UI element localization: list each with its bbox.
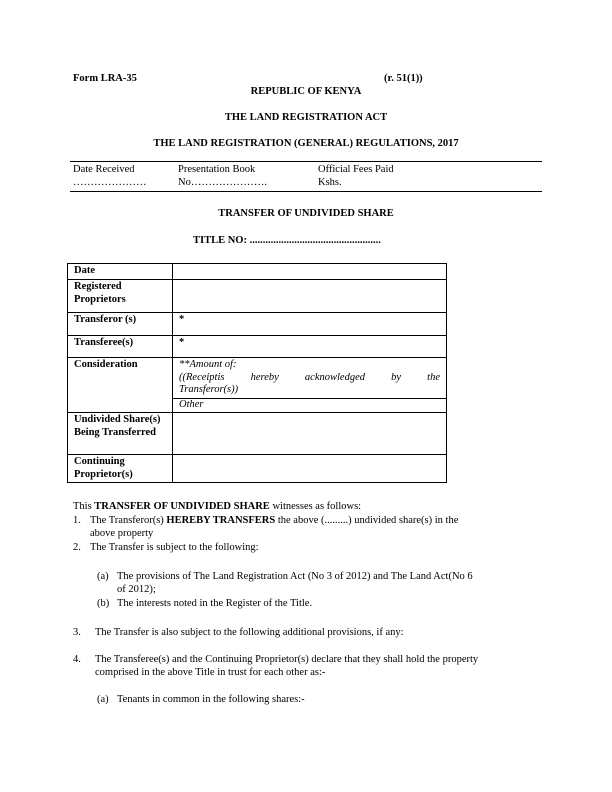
item-2-number: 2. — [73, 542, 81, 553]
intro-bold: TRANSFER OF UNDIVIDED SHARE — [94, 501, 270, 512]
receipt-line-2: Transferor(s)) — [179, 384, 239, 395]
rule-reference: (r. 51(1)) — [384, 73, 423, 84]
consideration-value — [173, 358, 447, 413]
receipt-word-2: hereby — [250, 371, 279, 383]
republic-heading: REPUBLIC OF KENYA — [250, 86, 362, 97]
item-2b-number: (b) — [97, 598, 110, 609]
date-received-label: Date Received — [73, 164, 135, 175]
table-row-transferee — [68, 336, 447, 358]
act-heading: THE LAND REGISTRATION ACT — [224, 112, 388, 123]
table-row-undivided-share — [68, 413, 447, 455]
list-item-3 — [73, 627, 543, 640]
list-item-2 — [73, 542, 543, 555]
transfer-details-table — [67, 263, 447, 483]
item-4-text — [73, 654, 543, 679]
amount-of-label: **Amount of: — [179, 359, 237, 370]
transferee-value: * — [173, 336, 447, 358]
item-2b-text: The interests noted in the Register of the Title. — [117, 598, 313, 609]
receipt-word-4: by — [391, 371, 402, 383]
list-item-2a — [97, 571, 543, 596]
list-item-4a — [97, 694, 543, 707]
consideration-amount-block — [173, 359, 446, 399]
document-title: TRANSFER OF UNDIVIDED SHARE — [218, 208, 394, 219]
title-number-label: TITLE NO — [193, 235, 244, 246]
presentation-book-field — [178, 164, 267, 189]
fees-bottom-rule — [70, 191, 542, 192]
item-4-line-1: The Transferee(s) and the Continuing Proprietor(s) declare that they shall hold the property — [95, 654, 479, 665]
continuing-proprietors-label: Continuing Proprietor(s) — [68, 455, 173, 483]
date-label: Date — [68, 264, 173, 280]
item-2a-number: (a) — [97, 571, 109, 582]
official-fees-label: Official Fees Paid — [318, 164, 394, 175]
item-3-number: 3. — [73, 627, 81, 638]
date-value — [173, 264, 447, 280]
official-fees-currency: Kshs. — [318, 176, 342, 188]
table-row-transferor — [68, 313, 447, 336]
item-1-suffix: the above (.........) undivided share(s) in the — [275, 515, 459, 526]
receipt-word-1: ((Receiptis — [179, 371, 225, 383]
item-2a-line-2: of 2012); — [117, 583, 156, 595]
list-item-2b — [97, 598, 543, 611]
item-2a-line-1: The provisions of The Land Registration Act (No 3 of 2012) and The Land Act(No 6 — [117, 571, 473, 582]
item-4-line-2: comprised in the above Title in trust for each other as:- — [95, 666, 326, 678]
transferor-value: * — [173, 313, 447, 336]
intro-prefix: This — [73, 501, 95, 512]
presentation-book-number: No…………………. — [178, 176, 267, 188]
receipt-word-3: acknowledged — [304, 371, 365, 383]
intro-suffix: witnesses as follows: — [269, 501, 362, 512]
registered-proprietors-value — [173, 280, 447, 313]
item-1-bold: HEREBY TRANSFERS — [166, 515, 276, 526]
regulations-heading: THE LAND REGISTRATION (GENERAL) REGULATIONS, 2017 — [153, 138, 459, 149]
transferor-label: Transferor (s) — [68, 313, 173, 336]
table-row-date — [68, 264, 447, 280]
registered-proprietors-label: Registered Proprietors — [68, 280, 173, 313]
date-received-field — [73, 164, 147, 189]
table-row-continuing-proprietors — [68, 455, 447, 483]
item-4a-text: Tenants in common in the following shares:- — [117, 694, 305, 705]
title-number-value: : .................................................. — [243, 235, 381, 246]
consideration-label: Consideration — [68, 358, 173, 413]
list-item-1 — [73, 515, 543, 540]
fees-top-rule — [70, 161, 542, 162]
date-received-dots: ………………… — [73, 176, 147, 188]
receipt-word-5: the — [427, 371, 440, 383]
item-1-prefix: The Transferor(s) — [90, 515, 167, 526]
item-1-number: 1. — [73, 515, 81, 526]
item-1-line-2: above property — [90, 527, 154, 539]
item-3-text: The Transfer is also subject to the following additional provisions, if any: — [95, 627, 404, 638]
official-fees-field — [318, 164, 394, 189]
continuing-proprietors-value — [173, 455, 447, 483]
receipt-line — [179, 372, 440, 385]
form-number: Form LRA-35 — [73, 73, 137, 84]
title-number — [193, 235, 381, 246]
item-4-number: 4. — [73, 654, 81, 665]
presentation-book-label: Presentation Book — [178, 164, 256, 175]
list-item-4 — [73, 654, 543, 679]
table-row-consideration — [68, 358, 447, 413]
item-1-text — [73, 515, 543, 540]
table-row-registered-proprietors — [68, 280, 447, 313]
intro-paragraph — [73, 501, 543, 514]
transferee-label: Transferee(s) — [68, 336, 173, 358]
item-2-text: The Transfer is subject to the following: — [90, 542, 259, 553]
undivided-share-value — [173, 413, 447, 455]
item-2a-text — [97, 571, 543, 596]
undivided-share-label: Undivided Share(s) Being Transferred — [68, 413, 173, 455]
consideration-other: Other — [179, 398, 204, 410]
item-4a-number: (a) — [97, 694, 109, 705]
